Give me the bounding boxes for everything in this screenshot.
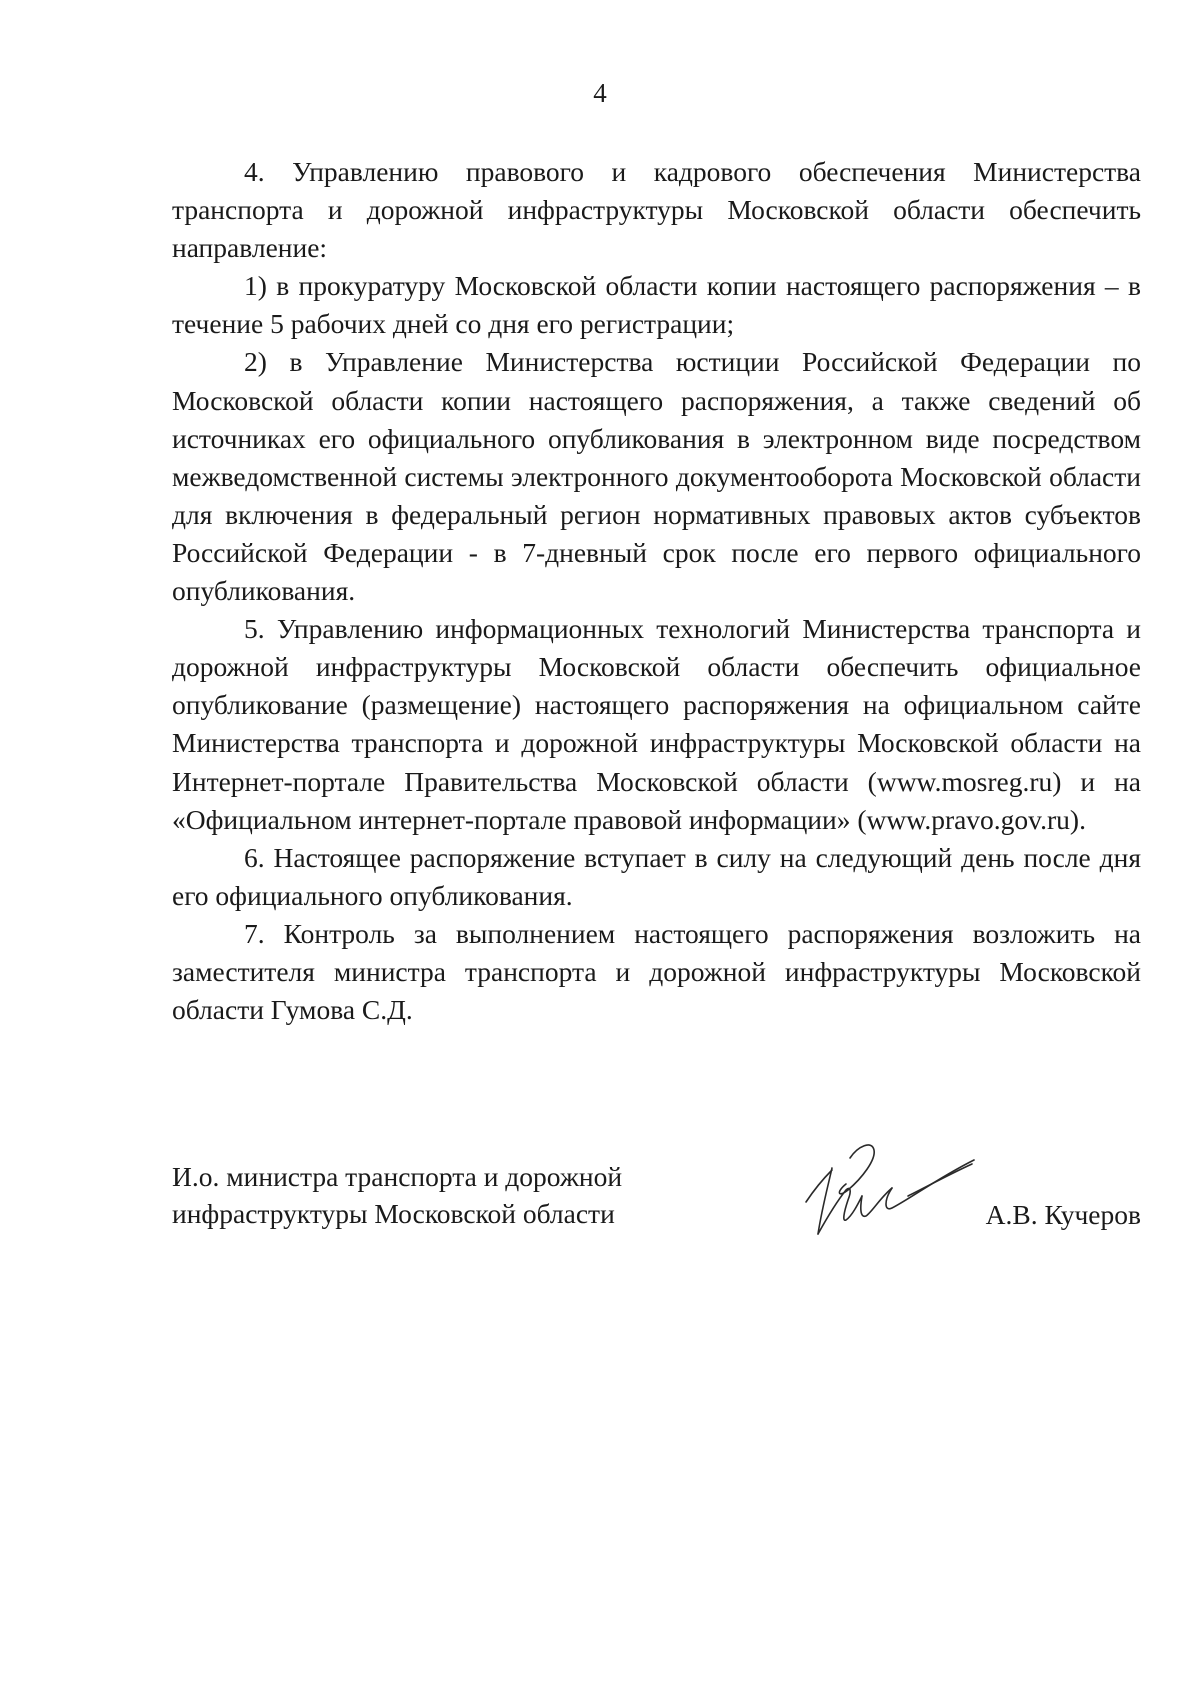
paragraph-item-7: 7. Контроль за выполнением настоящего распоряжения возложить на заместителя министра транспорта и дорожной инфраструктуры Московской области Гумова С.Д. bbox=[172, 917, 1141, 1026]
paragraph-item-5: 5. Управлению информационных технологий Министерства транспорта и дорожной инфраструктуры Московской области обеспечить официальное опубликование (размещение) настоящего распоряжения на официальном сайте Министерства транспорта и дорожной инфраструктуры Московской области на Интернет-портале Правительства Московской области (www.mosreg.ru) и на «Официальном интернет-портале правовой информации» (www.pravo.gov.ru). bbox=[172, 613, 1141, 835]
paragraph-item-4: 4. Управлению правового и кадрового обеспечения Министерства транспорта и дорожной инфраструктуры Московской области обеспечить направление: bbox=[172, 156, 1141, 264]
paragraph-subitem-2: 2) в Управление Министерства юстиции Российской Федерации по Московской области копии настоящего распоряжения, а также сведений об источниках его официального опубликования в электронном виде посредством межведомственной системы электронного документооборота Московской области для включения в федеральный регион нормативных правовых актов субъектов Российской Федерации - в 7-дневный срок после его первого официального опубликования. bbox=[172, 346, 1141, 607]
handwritten-signature bbox=[788, 1138, 988, 1248]
signer-title-line-1: И.о. министра транспорта и дорожной bbox=[172, 1161, 623, 1192]
document-body bbox=[172, 153, 1141, 1029]
signature-block bbox=[172, 1158, 1141, 1248]
paragraph-subitem-1: 1) в прокуратуру Московской области копии настоящего распоряжения – в течение 5 рабочих дней со дня его регистрации; bbox=[172, 270, 1141, 340]
signer-title-line-2: инфраструктуры Московской области bbox=[172, 1198, 615, 1229]
paragraph-item-6: 6. Настоящее распоряжение вступает в силу на следующий день после дня его официального опубликования. bbox=[172, 841, 1141, 911]
page-number: 4 bbox=[593, 78, 607, 108]
signer-title bbox=[172, 1158, 692, 1232]
signer-name: А.В. Кучеров bbox=[985, 1199, 1141, 1230]
